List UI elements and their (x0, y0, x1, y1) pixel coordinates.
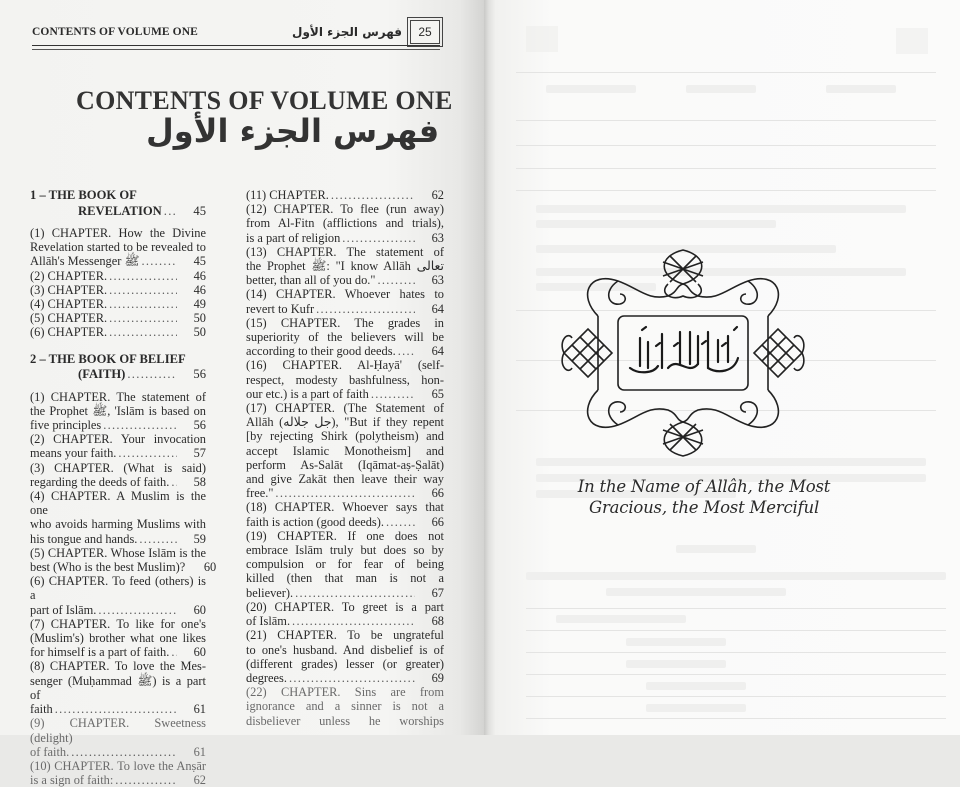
ghost-rule (526, 674, 946, 675)
page-title: CONTENTS OF VOLUME ONE (76, 86, 453, 115)
toc-entry[interactable] (30, 461, 206, 489)
entry-line: (9) CHAPTER. Sweetness (delight) (30, 716, 206, 745)
entry-line: (11) CHAPTER. (246, 188, 329, 202)
toc-entry[interactable] (246, 202, 444, 245)
toc-entry[interactable] (246, 628, 444, 685)
toc-entry[interactable] (246, 188, 444, 202)
ghost-text (686, 85, 756, 93)
toc-entry[interactable] (30, 545, 217, 575)
book-heading-line2: REVELATION (78, 203, 162, 218)
entry-line: Allāh's Messenger ﷺ (30, 254, 140, 269)
ghost-text (536, 220, 776, 228)
entry-line: free." (246, 486, 274, 501)
entry-line: is a part of religion (246, 230, 341, 245)
book-gutter (484, 0, 496, 735)
entry-line: best (Who is the best Muslim)? (30, 560, 186, 575)
toc-entry[interactable] (30, 226, 206, 269)
toc-column-1 (30, 188, 217, 787)
entry-line: of Islām. (246, 614, 291, 629)
entry-line: accept Islamic Monotheism] and (246, 443, 444, 458)
ghost-text (646, 682, 746, 690)
toc-entry[interactable] (246, 685, 444, 728)
ghost-text (546, 85, 636, 93)
book-page-number: 56 (193, 367, 206, 382)
entry-line: (8) CHAPTER. To love the Mes- (30, 659, 206, 674)
entry-page: 64 (431, 301, 444, 316)
entry-line: to one's husband. And disbelief is of (246, 642, 444, 657)
entry-line: killed (then that man is not a (246, 571, 444, 586)
entry-line: compulsion or for fear of being (246, 557, 444, 572)
entry-page: 62 (431, 188, 444, 202)
entry-page: 60 (193, 602, 206, 617)
entry-line: (1) CHAPTER. How the Divine (30, 226, 206, 240)
ghost-rule (526, 630, 946, 631)
book-heading[interactable] (30, 188, 206, 219)
entry-line: (10) CHAPTER. To love the Anṣār (30, 758, 206, 773)
entry-line: (3) CHAPTER. (What is said) (30, 460, 206, 475)
ghost-rule (526, 608, 946, 609)
entry-line: means your faith. (30, 446, 117, 461)
entry-line: disbeliever unless he worships (246, 713, 444, 728)
entry-line: (5) CHAPTER. Whose Islām is the (30, 545, 206, 560)
book-page-number: 45 (193, 203, 206, 218)
ghost-text (826, 85, 896, 93)
toc-entry[interactable] (246, 529, 444, 600)
entry-line: perform As-Salāt (Iqāmat-aṣ-Ṣalāt) (246, 457, 444, 472)
entry-page: 67 (431, 585, 444, 600)
toc-entry[interactable] (246, 245, 444, 288)
toc-entry[interactable] (30, 489, 206, 546)
entry-line: degrees. (246, 670, 287, 685)
book-heading-line1: 1 – THE BOOK OF (30, 188, 137, 202)
entry-line: (14) CHAPTER. Whoever hates to (246, 287, 444, 302)
entry-line: who avoids harming Muslims with (30, 517, 206, 532)
entry-page: 58 (193, 474, 206, 489)
entry-page: 65 (431, 386, 444, 401)
page-title-arabic: فهرس الجزء الأول (146, 112, 440, 150)
entry-line: of faith. (30, 744, 70, 759)
ghost-page-box (896, 28, 928, 54)
entry-page: 62 (193, 773, 206, 787)
entry-page: 64 (431, 344, 444, 359)
toc-entry[interactable] (30, 659, 206, 716)
entry-page: 60 (203, 560, 217, 575)
toc-entry[interactable] (246, 358, 444, 401)
toc-entry[interactable] (30, 432, 206, 460)
entry-line: (6) CHAPTER. To feed (others) is a (30, 574, 206, 603)
entry-line: from Al-Fitn (afflictions and trials), (246, 216, 444, 231)
entry-page: 59 (193, 531, 206, 546)
toc-entry[interactable] (246, 287, 444, 315)
entry-line: and give Zakāt then leave their way (246, 472, 444, 487)
entry-line: (1) CHAPTER. The statement of (30, 389, 206, 404)
ghost-rule (526, 652, 946, 653)
toc-entry[interactable] (246, 316, 444, 359)
entry-page: 50 (193, 311, 206, 326)
toc-entry[interactable] (246, 600, 444, 628)
toc-entry[interactable] (30, 283, 206, 297)
entry-page: 45 (193, 254, 206, 269)
running-header-title: CONTENTS OF VOLUME ONE (32, 26, 198, 38)
entry-line: superiority of the believers will be (246, 330, 444, 345)
entry-page: 46 (193, 282, 206, 297)
ghost-text (606, 588, 786, 596)
toc-column-2 (246, 188, 444, 728)
entry-line: his tongue and hands. (30, 531, 138, 546)
running-header-arabic: فهرس الجزء الأول (292, 25, 402, 39)
entry-page: 46 (193, 268, 206, 283)
entry-line: believer). (246, 585, 294, 600)
entry-line: (21) CHAPTER. To be ungrateful (246, 628, 444, 643)
toc-entry[interactable] (30, 297, 206, 311)
entry-line: part of Islām. (30, 602, 97, 617)
bismillah-calligraphy-icon (558, 246, 808, 460)
book-heading-line1: 2 – THE BOOK OF BELIEF (30, 351, 186, 366)
page-number: 25 (410, 20, 440, 44)
entry-line: the Prophet ﷺ, 'Islām is based on (30, 403, 206, 418)
ghost-rule (516, 168, 936, 169)
entry-page: 68 (431, 614, 444, 629)
entry-line: (20) CHAPTER. To greet is a part (246, 599, 444, 614)
entry-line: senger (Muḥammad ﷺ) is a part of (30, 673, 206, 702)
toc-book-belief (30, 352, 206, 383)
entry-line: (7) CHAPTER. To like for one's (30, 616, 206, 631)
entry-page: 69 (431, 670, 444, 685)
entry-line: the Prophet ﷺ: "I know Allāh تعالى (246, 259, 444, 274)
entry-line: (3) CHAPTER. (30, 282, 108, 297)
entry-line: (22) CHAPTER. Sins are from (246, 685, 444, 700)
ghost-text (526, 572, 946, 580)
toc-entry[interactable] (246, 500, 444, 528)
entry-line: (12) CHAPTER. To flee (run away) (246, 202, 444, 217)
entry-line: (4) CHAPTER. A Muslim is the one (30, 489, 206, 518)
entry-page: 56 (193, 418, 206, 433)
ghost-text (536, 205, 906, 213)
bismillah-caption (564, 476, 844, 518)
entry-line: (17) CHAPTER. (The Statement of (246, 401, 444, 416)
toc-entry[interactable] (30, 617, 206, 660)
entry-page: 63 (431, 273, 444, 288)
entry-page: 66 (431, 514, 444, 529)
entry-line: regarding the deeds of faith. (30, 474, 170, 489)
toc-book-revelation (30, 188, 206, 219)
toc-entry[interactable] (30, 759, 206, 787)
entry-line: (18) CHAPTER. Whoever says that (246, 500, 444, 515)
entry-line: (15) CHAPTER. The grades in (246, 315, 444, 330)
toc-entry[interactable] (30, 269, 206, 283)
entry-line: (16) CHAPTER. Al-Ḥayā' (self- (246, 358, 444, 373)
entry-line: faith is action (good deeds). (246, 514, 384, 529)
header-rule (32, 45, 440, 46)
ghost-text (676, 545, 756, 553)
entry-line: five principles (30, 418, 102, 433)
entry-line: faith (30, 702, 53, 717)
ghost-text (646, 704, 746, 712)
entry-line: [by rejecting Shirk (polytheism) and (246, 429, 444, 444)
toc-entry[interactable] (30, 311, 206, 325)
entry-line: (4) CHAPTER. (30, 297, 108, 312)
ghost-rule (526, 718, 946, 719)
entry-line: embrace Islām truly but does so by (246, 543, 444, 558)
entry-line: (Muslim's) brother what one likes (30, 631, 206, 646)
toc-entry[interactable] (30, 716, 206, 759)
entry-line: according to their good deeds. (246, 344, 396, 359)
entry-line: revert to Kufr (246, 301, 315, 316)
book-heading-line2: (FAITH) (78, 367, 126, 382)
entry-line: (different grades) lesser (or greater) (246, 656, 444, 671)
caption-line1: In the Name of Allâh, the Most (577, 477, 831, 496)
entry-line: is a sign of faith: (30, 773, 114, 787)
ghost-rule (526, 696, 946, 697)
toc-entry[interactable] (30, 325, 206, 339)
entry-line: ignorance and a sinner is not a (246, 699, 444, 714)
entry-line: (2) CHAPTER. Your invocation (30, 432, 206, 447)
entry-line: our etc.) is a part of faith (246, 386, 369, 401)
entry-line: (6) CHAPTER. (30, 325, 108, 340)
entry-page: 49 (193, 297, 206, 312)
entry-line: for himself is a part of faith. (30, 645, 170, 660)
entry-line: (5) CHAPTER. (30, 311, 108, 326)
ghost-rule (516, 190, 936, 191)
entry-page: 61 (193, 702, 206, 717)
entry-line: Allāh (جل جلاله), "But if they repent (246, 415, 444, 430)
toc-entry[interactable] (30, 574, 206, 617)
right-page (496, 0, 960, 735)
ghost-rule (516, 145, 936, 146)
header-rule-thin (32, 49, 440, 50)
entry-page: 61 (193, 744, 206, 759)
book-heading[interactable] (30, 352, 206, 383)
caption-line2: Gracious, the Most Merciful (588, 498, 820, 517)
ghost-rule (516, 120, 936, 121)
entry-page: 50 (193, 325, 206, 340)
ghost-page-box (526, 26, 558, 52)
entry-line: (13) CHAPTER. The statement of (246, 244, 444, 259)
entry-page: 66 (431, 486, 444, 501)
toc-entry[interactable] (30, 390, 206, 433)
toc-entry[interactable] (246, 401, 444, 500)
ghost-text (626, 638, 726, 646)
entry-line: (2) CHAPTER. (30, 268, 108, 283)
running-header (32, 22, 440, 48)
entry-line: respect, modesty bashfulness, hon- (246, 372, 444, 387)
entry-line: better, than all of you do." (246, 273, 376, 288)
ghost-rule (516, 72, 936, 73)
entry-page: 57 (193, 446, 206, 461)
entry-line: (19) CHAPTER. If one does not (246, 528, 444, 543)
entry-line: Revelation started to be revealed to (30, 240, 206, 255)
entry-page: 60 (193, 645, 206, 660)
ghost-text (556, 615, 686, 623)
ghost-text (626, 660, 726, 668)
entry-page: 63 (431, 230, 444, 245)
